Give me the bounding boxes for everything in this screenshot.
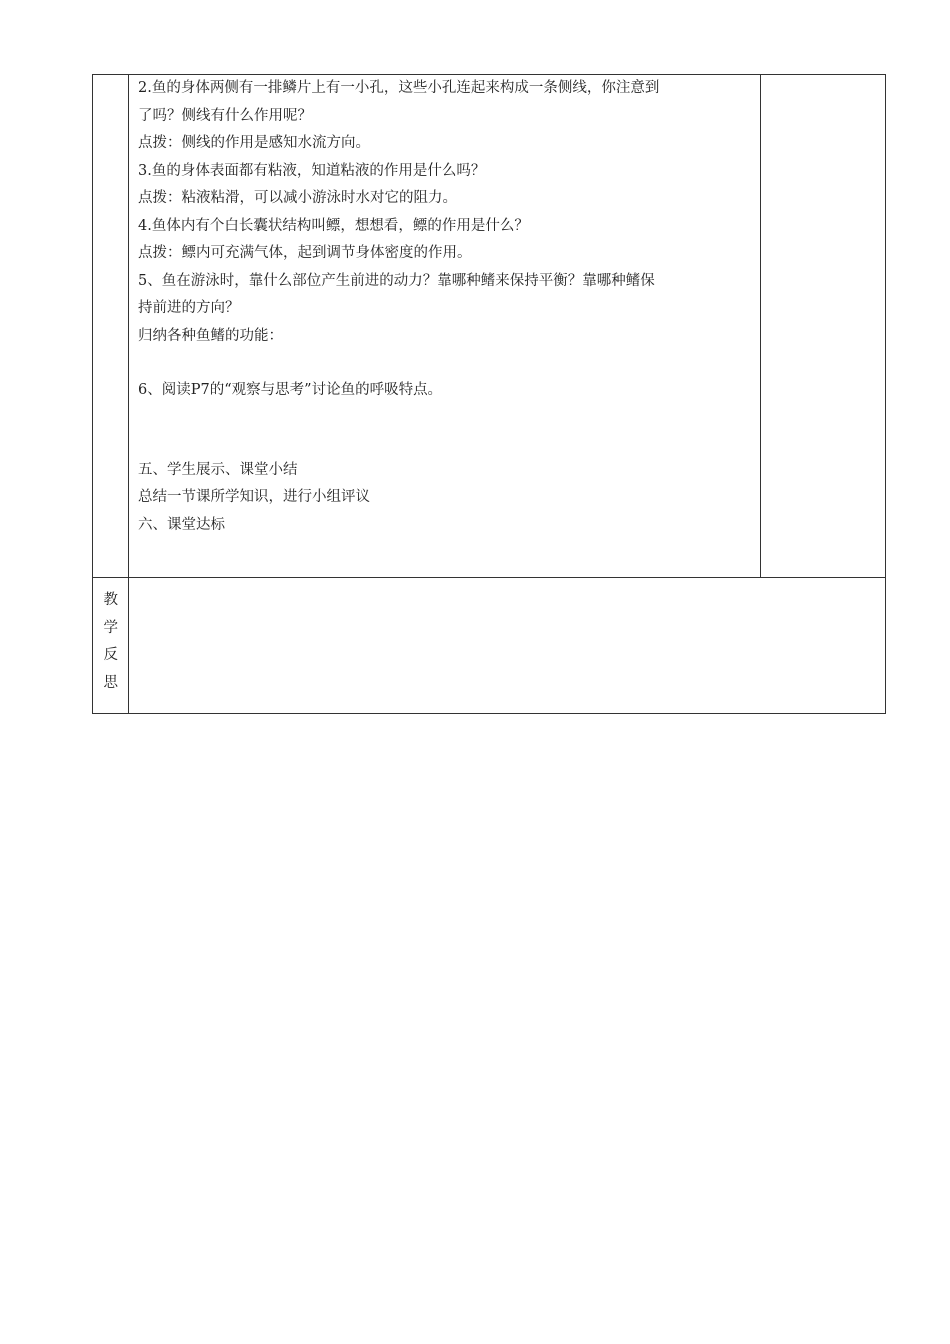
notes-cell: [760, 75, 885, 578]
left-label-cell: [93, 75, 129, 578]
lesson-content-cell: [129, 75, 761, 578]
lesson-plan-table: [92, 74, 886, 714]
blank-space: [138, 405, 752, 457]
hint-3: 点拨：粘液粘滑，可以减小游泳时水对它的阻力。: [138, 190, 458, 206]
hint-2: 点拨：侧线的作用是感知水流方向。: [138, 135, 371, 151]
fin-function-summary: 归纳各种鱼鳍的功能：: [138, 327, 284, 344]
section-6-heading: 六、课堂达标: [138, 516, 226, 533]
section-5-text: 总结一节课所学知识，进行小组评议: [138, 489, 371, 505]
hint-4: 点拨：鳔内可充满气体，起到调节身体密度的作用。: [138, 245, 472, 261]
reflection-label: [104, 587, 118, 697]
section-5-heading: 五、学生展示、课堂小结: [138, 461, 298, 478]
question-5-line-2: 持前进的方向？: [138, 300, 240, 316]
lesson-text: [129, 75, 760, 539]
reflection-label-char: 反: [103, 647, 119, 663]
question-2-line-1: 2.鱼的身体两侧有一排鳞片上有一小孔，这些小孔连起来构成一条侧线，你注意到: [138, 80, 660, 96]
question-2-line-2: 了吗？侧线有什么作用呢？: [138, 107, 313, 124]
question-4: 4.鱼体内有个白长囊状结构叫鳔，想想看，鳔的作用是什么？: [138, 217, 529, 234]
question-6: 6、阅读P7的“观察与思考”讨论鱼的呼吸特点。: [138, 382, 443, 398]
question-3: 3.鱼的身体表面都有粘液，知道粘液的作用是什么吗？: [138, 162, 486, 179]
blank-space: [138, 350, 752, 377]
reflection-row: [93, 578, 886, 714]
reflection-label-cell: [93, 578, 129, 714]
reflection-label-char: 教: [103, 592, 119, 608]
reflection-content-cell: [129, 578, 886, 714]
reflection-label-char: 学: [103, 619, 119, 636]
reflection-label-char: 思: [103, 674, 119, 691]
question-5-line-1: 5、鱼在游泳时，靠什么部位产生前进的动力？靠哪种鳍来保持平衡？靠哪种鳍保: [138, 272, 655, 289]
lesson-content-row: [93, 75, 886, 578]
